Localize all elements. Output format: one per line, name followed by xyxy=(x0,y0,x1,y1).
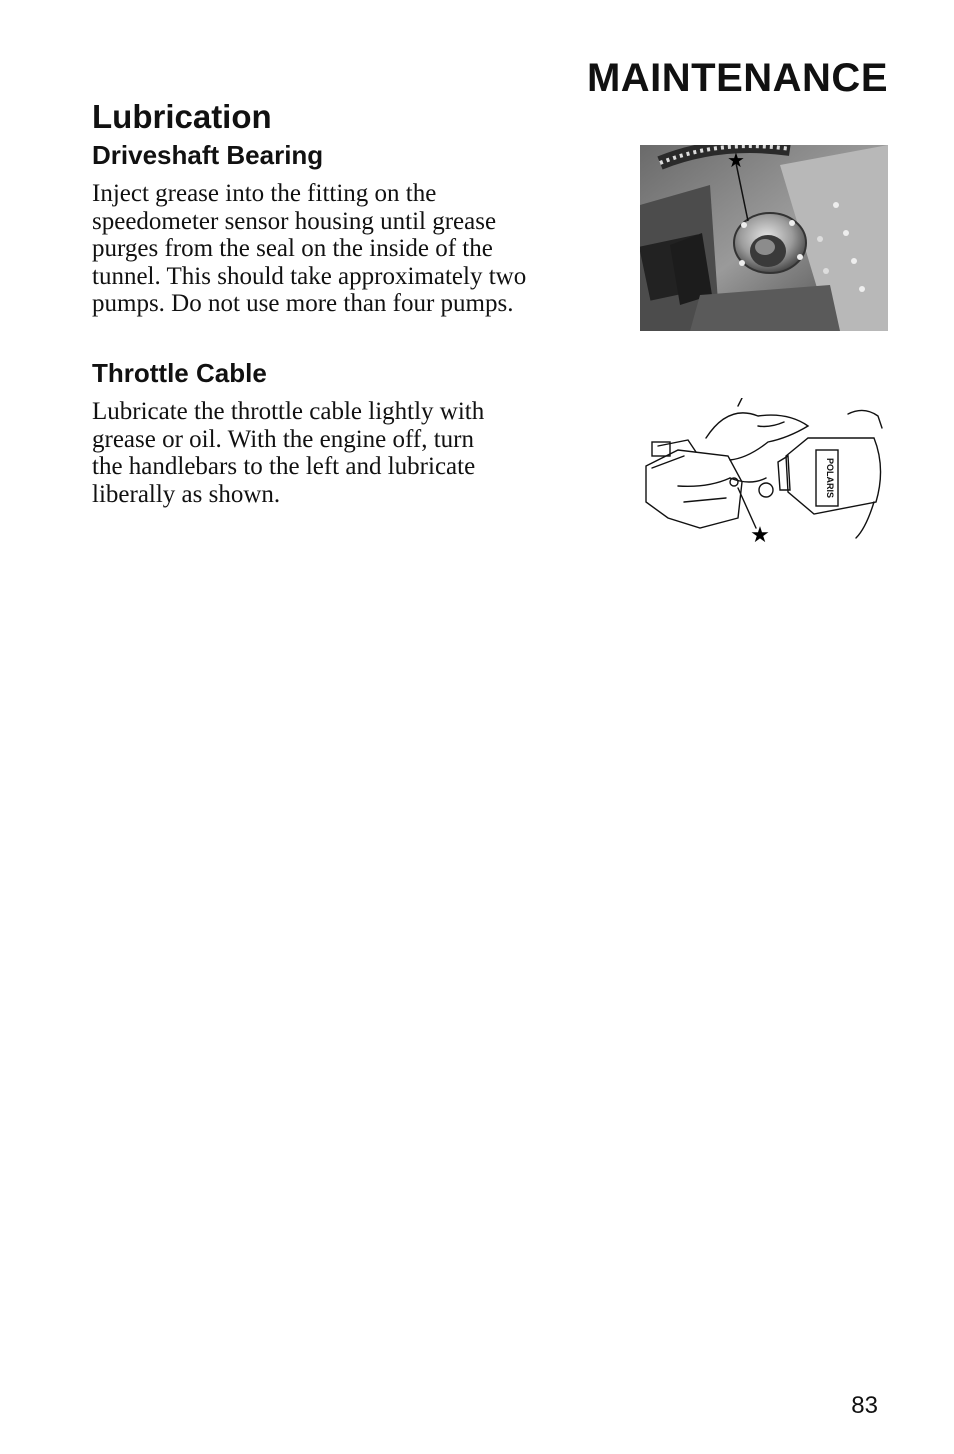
paragraph-line: Lubricate the throttle cable lightly with xyxy=(92,398,485,425)
driveshaft-bearing-heading: Driveshaft Bearing xyxy=(92,140,324,170)
chapter-title: MAINTENANCE xyxy=(586,56,888,100)
section-title: Lubrication xyxy=(92,98,272,135)
throttle-cable-illustration xyxy=(638,398,890,546)
page-number: 83 xyxy=(851,1392,878,1419)
paragraph-line: the handlebars to the left and lubricate xyxy=(92,453,476,480)
throttle-cable-heading: Throttle Cable xyxy=(92,358,267,388)
driveshaft-bearing-photo xyxy=(640,145,888,331)
throttle-cable-paragraph xyxy=(92,398,484,508)
paragraph-line: liberally as shown. xyxy=(92,480,281,508)
driveshaft-bearing-paragraph xyxy=(92,180,526,318)
paragraph-line: speedometer sensor housing until grease xyxy=(92,207,497,235)
star-marker: ★ xyxy=(727,148,745,172)
paragraph-line: pumps. Do not use more than four pumps. xyxy=(92,290,514,317)
paragraph-line: Inject grease into the fitting on the xyxy=(92,180,437,207)
bottle-brand-label: POLARIS xyxy=(825,457,835,499)
paragraph-line: purges from the seal on the inside of the xyxy=(92,235,493,262)
star-marker: ★ xyxy=(750,523,770,546)
paragraph-line: tunnel. This should take approximately two xyxy=(92,262,527,290)
paragraph-line: grease or oil. With the engine off, turn xyxy=(92,425,474,453)
